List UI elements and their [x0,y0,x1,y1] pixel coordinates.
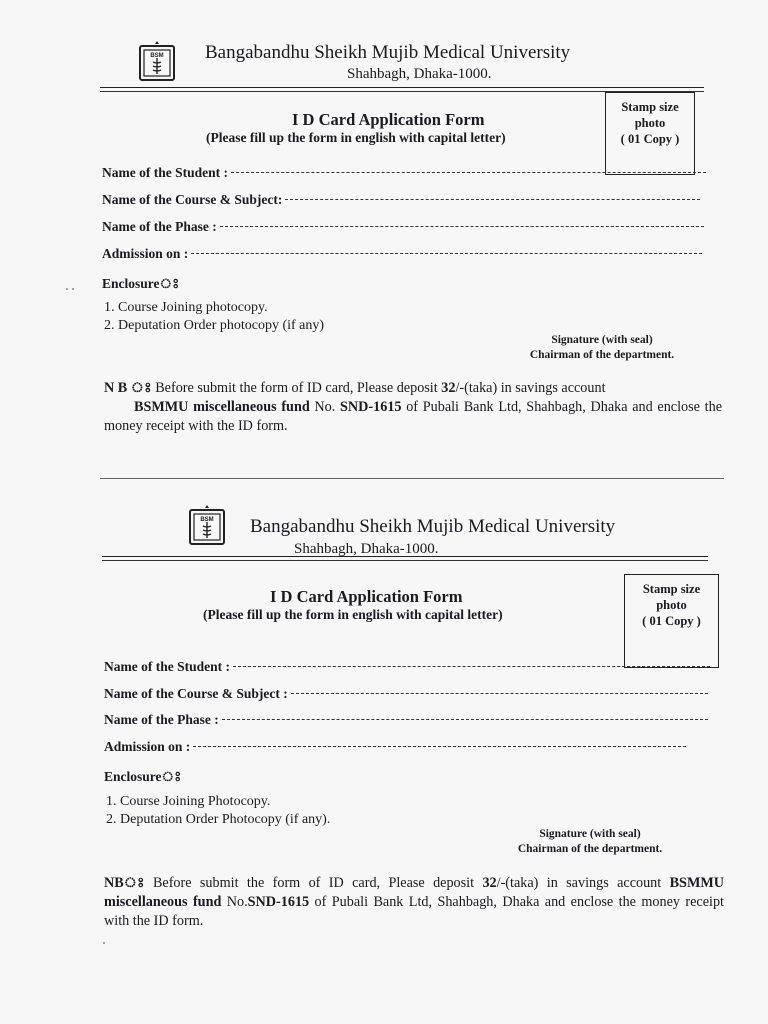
form-subtitle: (Please fill up the form in english with capital letter) [203,607,503,622]
university-name: Bangabandhu Sheikh Mujib Medical University [250,516,616,537]
course-subject-field[interactable] [102,192,700,212]
bsmmu-emblem-icon [138,40,176,82]
enclosure-heading: Enclosureঃ [102,276,180,291]
enclosure-list [104,299,324,335]
form-title: I D Card Application Form [292,110,485,129]
nb-text: Before submit the form of ID card, Please deposit [155,380,442,396]
fill-line [193,746,686,747]
form-subtitle: (Please fill up the form in english with capital letter) [206,130,506,145]
nb-text: of Pubali Bank Ltd, Shahbagh, Dhaka and enclose the money receipt with the ID form. [104,894,724,929]
signature-line: Signature (with seal) [551,334,653,346]
enclosure-list [106,793,330,829]
stamp-line: ( 01 Copy ) [642,614,701,628]
nb-prefix: NBঃ [104,875,153,891]
phase-field[interactable] [102,219,704,239]
admission-field[interactable] [104,739,686,759]
nb-account: SND-1615 [247,894,310,910]
signature-line: Chairman of the department. [517,843,663,855]
fill-line [220,226,704,227]
field-label: Admission on : [102,246,189,261]
signature-line: Signature (with seal) [539,828,641,840]
field-label: Name of the Course & Subject: [102,192,283,207]
student-name-field[interactable] [104,659,710,679]
fill-line [231,172,706,173]
stamp-line: photo [656,598,687,612]
nb-text: Before submit the form of ID card, Please deposit [152,875,483,891]
header-rule [100,87,704,88]
stamp-line: photo [634,116,666,130]
student-name-field[interactable] [102,165,706,185]
university-address: Shahbagh, Dhaka-1000. [294,541,439,557]
fill-line [233,666,710,667]
university-address: Shahbagh, Dhaka-1000. [347,66,492,82]
list-item: 1. Course Joining photocopy. [104,300,268,315]
list-item: 2. Deputation Order photocopy (if any) [104,318,325,333]
list-item: 1. Course Joining Photocopy. [106,794,271,809]
phase-field[interactable] [104,712,708,732]
university-name: Bangabandhu Sheikh Mujib Medical University [205,42,571,63]
id-card-form-bottom [0,470,768,1024]
nb-text: /-(taka) in savings account [496,875,670,891]
fill-line [291,693,708,694]
stamp-photo-box [605,92,695,175]
id-card-form-top [0,0,768,470]
nb-fund: BSMMU miscellaneous fund [134,399,310,415]
field-label: Name of the Student : [104,659,230,674]
nb-amount: 32 [441,380,456,396]
stamp-line: Stamp size [621,100,679,114]
stamp-line: ( 01 Copy ) [620,132,680,146]
admission-field[interactable] [102,246,702,266]
scan-speck [66,288,68,290]
form-title: I D Card Application Form [270,587,463,606]
enclosure-heading: Enclosureঃ [104,769,182,784]
signature-block [512,333,692,363]
nb-fund: BSMMU miscellaneous fund [104,875,724,910]
nb-text: No. [221,894,248,910]
nb-text: /-(taka) in savings account [455,380,606,396]
header-rule-thin [102,560,708,561]
stamp-photo-box [624,574,719,668]
scan-speck [72,288,74,290]
field-label: Name of the Phase : [104,712,219,727]
course-subject-field[interactable] [104,686,708,706]
bsmmu-emblem-icon [188,504,226,546]
list-item: 2. Deputation Order Photocopy (if any). [106,812,331,827]
nb-note [104,379,722,436]
field-label: Name of the Course & Subject : [104,686,288,701]
nb-account: SND-1615 [340,399,402,415]
svg-text:BSM: BSM [200,517,214,523]
field-label: Admission on : [104,739,191,754]
signature-line: Chairman of the department. [529,349,675,361]
fill-line [285,199,700,200]
fill-line [222,719,708,720]
header-rule [102,556,708,557]
svg-text:BSM: BSM [150,53,164,59]
nb-note [104,874,724,931]
stamp-line: Stamp size [642,582,701,596]
nb-text: of Pubali Bank Ltd, Shahbagh, Dhaka and enclose the money receipt with the ID form. [104,399,722,434]
signature-block [500,827,680,857]
field-label: Name of the Student : [102,165,228,180]
fill-line [191,253,702,254]
nb-amount: 32 [482,875,497,891]
field-label: Name of the Phase : [102,219,217,234]
scan-speck [103,942,105,944]
nb-text: No. [309,399,341,415]
nb-prefix: N B ঃ [104,380,156,396]
